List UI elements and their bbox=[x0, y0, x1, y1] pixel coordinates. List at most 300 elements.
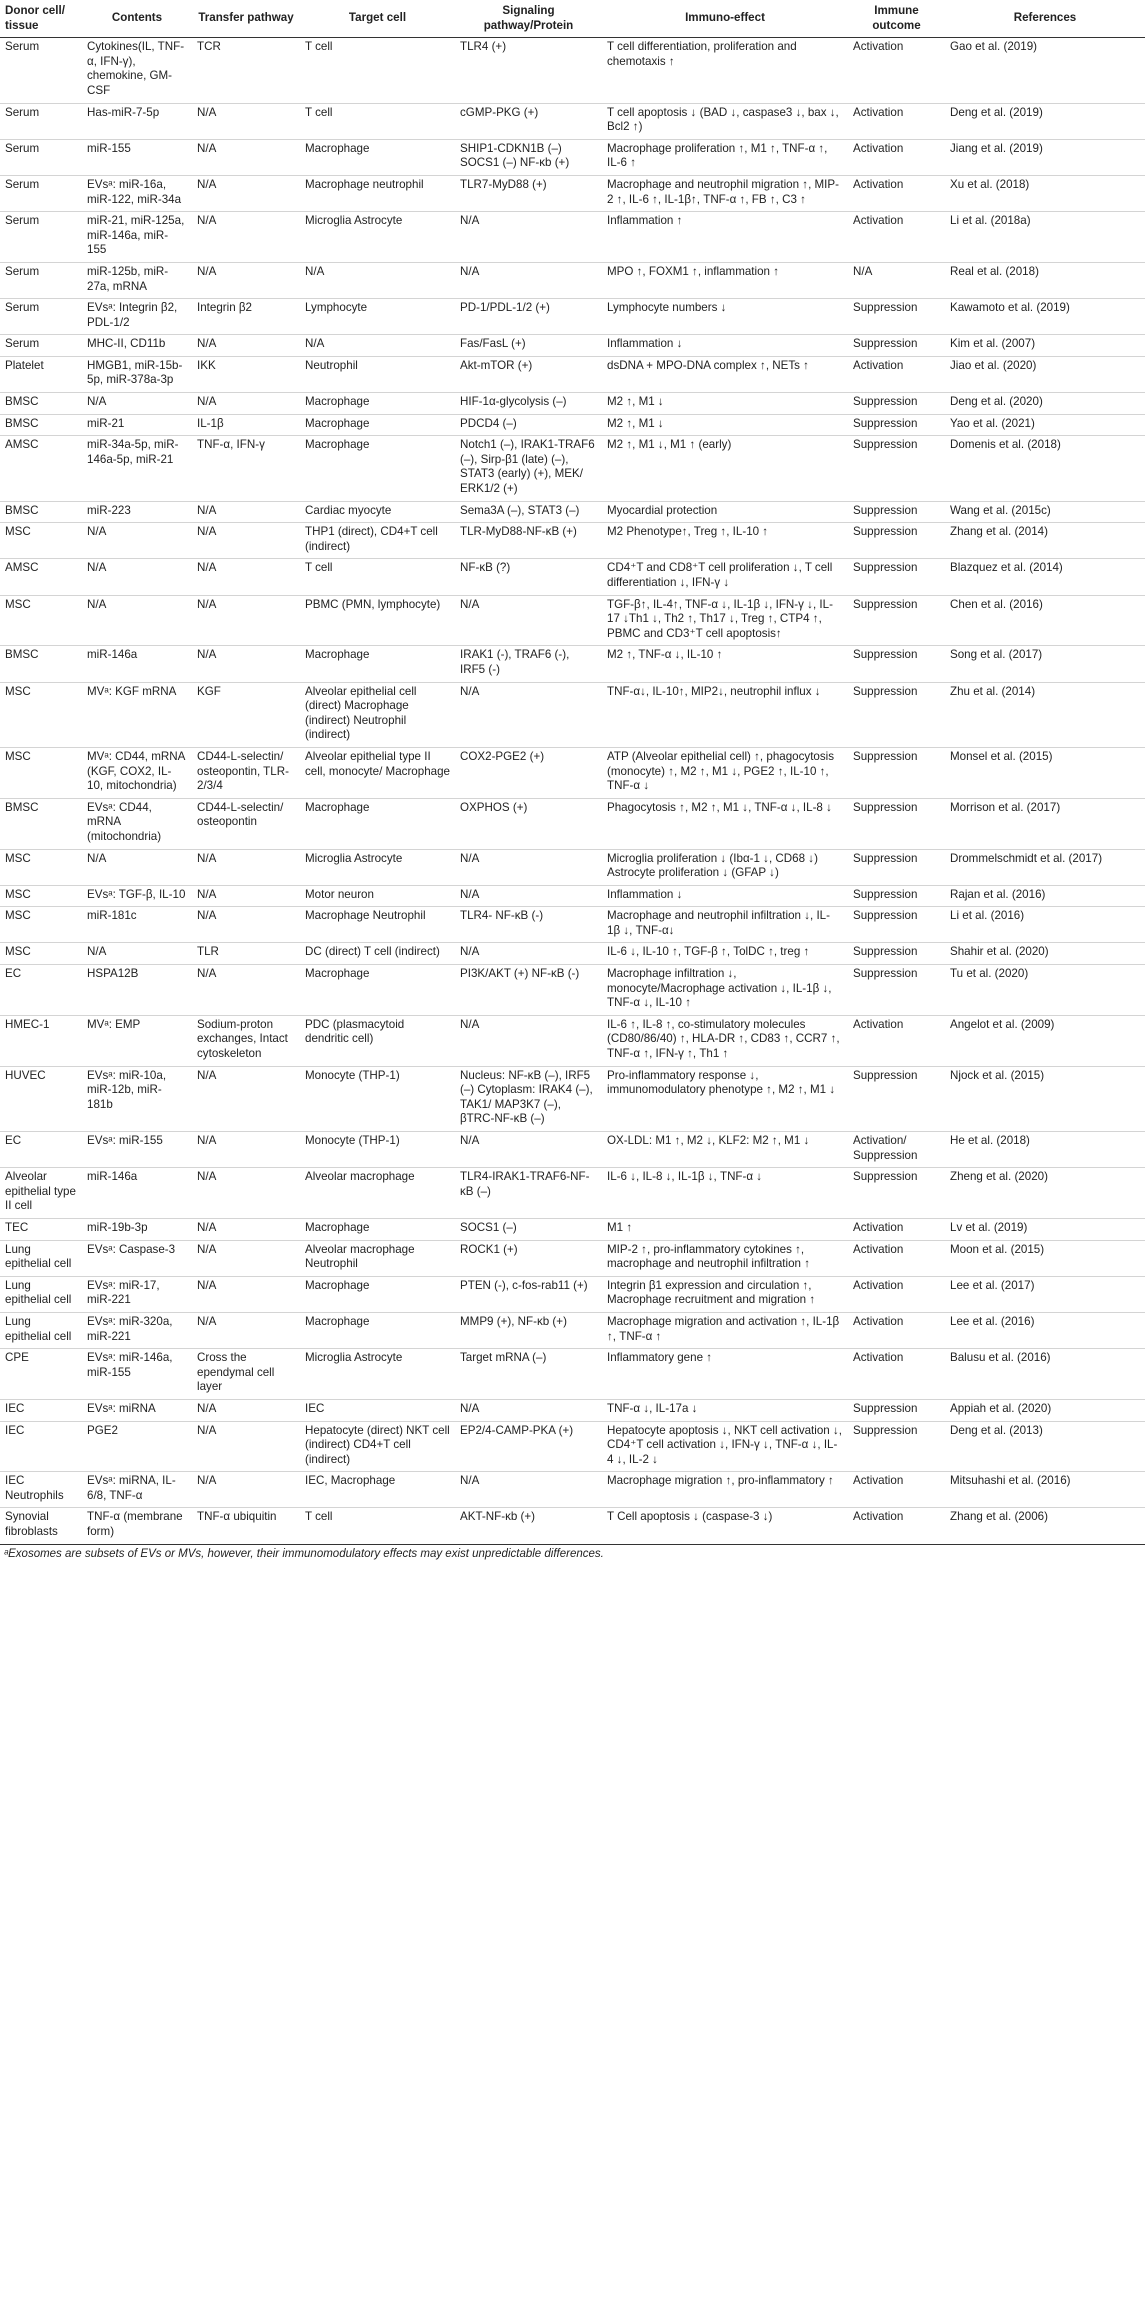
cell-signaling-pathway: TLR4- NF-κB (-) bbox=[455, 907, 602, 943]
cell-immuno-effect: IL-6 ↓, IL-10 ↑, TGF-β ↑, TolDC ↑, treg ↑ bbox=[602, 943, 848, 965]
cell-immune-outcome: Activation/ Suppression bbox=[848, 1132, 945, 1168]
cell-transfer-pathway: N/A bbox=[192, 849, 300, 885]
cell-references: Moon et al. (2015) bbox=[945, 1240, 1145, 1276]
cell-contents: PGE2 bbox=[82, 1421, 192, 1472]
cell-immune-outcome: Suppression bbox=[848, 595, 945, 646]
cell-donor-cell: Platelet bbox=[0, 356, 82, 392]
cell-immuno-effect: Hepatocyte apoptosis ↓, NKT cell activation ↓, CD4⁺T cell activation ↓, IFN-γ ↓, TNF-α ↓, IL-4 ↓, IL-2 ↓ bbox=[602, 1421, 848, 1472]
cell-contents: N/A bbox=[82, 943, 192, 965]
cell-signaling-pathway: TLR-MyD88-NF-κB (+) bbox=[455, 523, 602, 559]
cell-transfer-pathway: N/A bbox=[192, 1276, 300, 1312]
cell-signaling-pathway: SHIP1-CDKN1B (–) SOCS1 (–) NF-κb (+) bbox=[455, 139, 602, 175]
cell-contents: EVsᵃ: miRNA bbox=[82, 1399, 192, 1421]
table-row bbox=[0, 501, 1145, 523]
cell-immuno-effect: M2 ↑, M1 ↓ bbox=[602, 393, 848, 415]
cell-target-cell: THP1 (direct), CD4+T cell (indirect) bbox=[300, 523, 455, 559]
cell-donor-cell: AMSC bbox=[0, 436, 82, 501]
cell-immune-outcome: Activation bbox=[848, 1240, 945, 1276]
cell-donor-cell: Alveolar epithelial type II cell bbox=[0, 1168, 82, 1219]
cell-immune-outcome: Activation bbox=[848, 1276, 945, 1312]
cell-target-cell: Cardiac myocyte bbox=[300, 501, 455, 523]
cell-signaling-pathway: NF-κB (?) bbox=[455, 559, 602, 595]
cell-immune-outcome: Activation bbox=[848, 1218, 945, 1240]
cell-immuno-effect: Microglia proliferation ↓ (Ibα-1 ↓, CD68 ↓) Astrocyte proliferation ↓ (GFAP ↓) bbox=[602, 849, 848, 885]
cell-donor-cell: MSC bbox=[0, 747, 82, 798]
cell-references: Lee et al. (2017) bbox=[945, 1276, 1145, 1312]
cell-immuno-effect: M2 ↑, TNF-α ↓, IL-10 ↑ bbox=[602, 646, 848, 682]
cell-target-cell: Macrophage bbox=[300, 646, 455, 682]
cell-donor-cell: BMSC bbox=[0, 501, 82, 523]
cell-donor-cell: BMSC bbox=[0, 646, 82, 682]
cell-contents: miR-181c bbox=[82, 907, 192, 943]
table-row bbox=[0, 1218, 1145, 1240]
cell-contents: EVsᵃ: miR-155 bbox=[82, 1132, 192, 1168]
cell-transfer-pathway: N/A bbox=[192, 335, 300, 357]
cell-references: Appiah et al. (2020) bbox=[945, 1399, 1145, 1421]
cell-signaling-pathway: N/A bbox=[455, 1399, 602, 1421]
cell-signaling-pathway: PTEN (-), c-fos-rab11 (+) bbox=[455, 1276, 602, 1312]
cell-references: Jiang et al. (2019) bbox=[945, 139, 1145, 175]
cell-contents: MVᵃ: EMP bbox=[82, 1015, 192, 1066]
cell-references: Wang et al. (2015c) bbox=[945, 501, 1145, 523]
cell-donor-cell: BMSC bbox=[0, 393, 82, 415]
cell-signaling-pathway: IRAK1 (-), TRAF6 (-), IRF5 (-) bbox=[455, 646, 602, 682]
cell-target-cell: T cell bbox=[300, 1508, 455, 1544]
cell-references: Lv et al. (2019) bbox=[945, 1218, 1145, 1240]
cell-target-cell: Alveolar macrophage Neutrophil bbox=[300, 1240, 455, 1276]
cell-references: Blazquez et al. (2014) bbox=[945, 559, 1145, 595]
cell-transfer-pathway: N/A bbox=[192, 1168, 300, 1219]
cell-immune-outcome: Suppression bbox=[848, 501, 945, 523]
cell-immuno-effect: M2 ↑, M1 ↓, M1 ↑ (early) bbox=[602, 436, 848, 501]
cell-target-cell: Lymphocyte bbox=[300, 299, 455, 335]
cell-target-cell: Alveolar epithelial cell (direct) Macrophage (indirect) Neutrophil (indirect) bbox=[300, 682, 455, 747]
cell-donor-cell: HMEC-1 bbox=[0, 1015, 82, 1066]
table-row bbox=[0, 682, 1145, 747]
cell-references: Lee et al. (2016) bbox=[945, 1312, 1145, 1348]
cell-immuno-effect: Phagocytosis ↑, M2 ↑, M1 ↓, TNF-α ↓, IL-8 ↓ bbox=[602, 798, 848, 849]
cell-immune-outcome: Suppression bbox=[848, 1421, 945, 1472]
table-row bbox=[0, 907, 1145, 943]
cell-transfer-pathway: N/A bbox=[192, 1399, 300, 1421]
cell-target-cell: Alveolar epithelial type II cell, monocyte/ Macrophage bbox=[300, 747, 455, 798]
cell-target-cell: PDC (plasmacytoid dendritic cell) bbox=[300, 1015, 455, 1066]
cell-donor-cell: MSC bbox=[0, 523, 82, 559]
table-row bbox=[0, 1240, 1145, 1276]
cell-contents: MHC-II, CD11b bbox=[82, 335, 192, 357]
cell-transfer-pathway: CD44-L-selectin/ osteopontin bbox=[192, 798, 300, 849]
table-row bbox=[0, 1132, 1145, 1168]
table-row bbox=[0, 436, 1145, 501]
cell-transfer-pathway: CD44-L-selectin/ osteopontin, TLR-2/3/4 bbox=[192, 747, 300, 798]
cell-signaling-pathway: cGMP-PKG (+) bbox=[455, 103, 602, 139]
cell-immune-outcome: Suppression bbox=[848, 646, 945, 682]
cell-contents: N/A bbox=[82, 595, 192, 646]
cell-immune-outcome: Suppression bbox=[848, 885, 945, 907]
table-row bbox=[0, 1508, 1145, 1544]
cell-immuno-effect: M2 Phenotype↑, Treg ↑, IL-10 ↑ bbox=[602, 523, 848, 559]
cell-references: Li et al. (2016) bbox=[945, 907, 1145, 943]
cell-transfer-pathway: N/A bbox=[192, 1218, 300, 1240]
cell-references: Monsel et al. (2015) bbox=[945, 747, 1145, 798]
cell-contents: MVᵃ: KGF mRNA bbox=[82, 682, 192, 747]
cell-immuno-effect: CD4⁺T and CD8⁺T cell proliferation ↓, T cell differentiation ↓, IFN-γ ↓ bbox=[602, 559, 848, 595]
cell-references: Mitsuhashi et al. (2016) bbox=[945, 1472, 1145, 1508]
header-references: References bbox=[945, 0, 1145, 38]
cell-contents: HMGB1, miR-15b-5p, miR-378a-3p bbox=[82, 356, 192, 392]
cell-donor-cell: MSC bbox=[0, 907, 82, 943]
cell-transfer-pathway: N/A bbox=[192, 646, 300, 682]
cell-transfer-pathway: N/A bbox=[192, 965, 300, 1016]
cell-transfer-pathway: N/A bbox=[192, 212, 300, 263]
cell-signaling-pathway: AKT-NF-κb (+) bbox=[455, 1508, 602, 1544]
table-row bbox=[0, 965, 1145, 1016]
cell-contents: N/A bbox=[82, 559, 192, 595]
cell-signaling-pathway: N/A bbox=[455, 885, 602, 907]
cell-references: Tu et al. (2020) bbox=[945, 965, 1145, 1016]
cell-references: Chen et al. (2016) bbox=[945, 595, 1145, 646]
cell-signaling-pathway: Fas/FasL (+) bbox=[455, 335, 602, 357]
table-row bbox=[0, 335, 1145, 357]
cell-references: Deng et al. (2019) bbox=[945, 103, 1145, 139]
cell-transfer-pathway: Cross the ependymal cell layer bbox=[192, 1349, 300, 1400]
table-row bbox=[0, 299, 1145, 335]
cell-immuno-effect: ATP (Alveolar epithelial cell) ↑, phagocytosis (monocyte) ↑, M2 ↑, M1 ↓, PGE2 ↑, IL-10 ↑, TNF-α ↓ bbox=[602, 747, 848, 798]
cell-target-cell: Macrophage bbox=[300, 1312, 455, 1348]
cell-transfer-pathway: N/A bbox=[192, 393, 300, 415]
cell-donor-cell: Serum bbox=[0, 262, 82, 298]
cell-immune-outcome: Activation bbox=[848, 1472, 945, 1508]
cell-immuno-effect: M1 ↑ bbox=[602, 1218, 848, 1240]
cell-signaling-pathway: Nucleus: NF-κB (–), IRF5 (–) Cytoplasm: IRAK4 (–), TAK1/ MAP3K7 (–), βTRC-NF-κB (–) bbox=[455, 1066, 602, 1131]
cell-donor-cell: MSC bbox=[0, 682, 82, 747]
cell-immuno-effect: Macrophage infiltration ↓, monocyte/Macrophage activation ↓, IL-1β ↓, TNF-α ↓, IL-10 ↑ bbox=[602, 965, 848, 1016]
cell-transfer-pathway: TLR bbox=[192, 943, 300, 965]
cell-immuno-effect: IL-6 ↓, IL-8 ↓, IL-1β ↓, TNF-α ↓ bbox=[602, 1168, 848, 1219]
cell-donor-cell: EC bbox=[0, 1132, 82, 1168]
cell-immuno-effect: Myocardial protection bbox=[602, 501, 848, 523]
cell-donor-cell: EC bbox=[0, 965, 82, 1016]
cell-immune-outcome: Suppression bbox=[848, 559, 945, 595]
cell-references: Kawamoto et al. (2019) bbox=[945, 299, 1145, 335]
table-header bbox=[0, 0, 1145, 38]
cell-donor-cell: AMSC bbox=[0, 559, 82, 595]
cell-references: Zheng et al. (2020) bbox=[945, 1168, 1145, 1219]
cell-immuno-effect: Macrophage and neutrophil infiltration ↓, IL-1β ↓, TNF-α↓ bbox=[602, 907, 848, 943]
cell-contents: miR-19b-3p bbox=[82, 1218, 192, 1240]
table-body bbox=[0, 38, 1145, 1544]
table-row bbox=[0, 1168, 1145, 1219]
cell-donor-cell: Lung epithelial cell bbox=[0, 1240, 82, 1276]
cell-donor-cell: Serum bbox=[0, 139, 82, 175]
cell-immune-outcome: Suppression bbox=[848, 907, 945, 943]
cell-donor-cell: Lung epithelial cell bbox=[0, 1276, 82, 1312]
cell-immuno-effect: Inflammation ↑ bbox=[602, 212, 848, 263]
cell-donor-cell: MSC bbox=[0, 885, 82, 907]
cell-transfer-pathway: N/A bbox=[192, 523, 300, 559]
cell-immune-outcome: Suppression bbox=[848, 523, 945, 559]
table-row bbox=[0, 1015, 1145, 1066]
cell-references: Yao et al. (2021) bbox=[945, 414, 1145, 436]
cell-immuno-effect: TNF-α ↓, IL-17a ↓ bbox=[602, 1399, 848, 1421]
cell-target-cell: Macrophage bbox=[300, 393, 455, 415]
cell-target-cell: Hepatocyte (direct) NKT cell (indirect) CD4+T cell (indirect) bbox=[300, 1421, 455, 1472]
cell-immuno-effect: IL-6 ↑, IL-8 ↑, co-stimulatory molecules (CD80/86/40) ↑, HLA-DR ↑, CD83 ↑, CCR7 ↑, TNF-α ↑, IFN-γ ↑, Th1 ↑ bbox=[602, 1015, 848, 1066]
cell-immuno-effect: T cell differentiation, proliferation and chemotaxis ↑ bbox=[602, 38, 848, 103]
table-row bbox=[0, 1349, 1145, 1400]
cell-signaling-pathway: SOCS1 (–) bbox=[455, 1218, 602, 1240]
cell-transfer-pathway: N/A bbox=[192, 1132, 300, 1168]
header-target-cell: Target cell bbox=[300, 0, 455, 38]
cell-immune-outcome: Suppression bbox=[848, 682, 945, 747]
table-row bbox=[0, 849, 1145, 885]
cell-immune-outcome: Suppression bbox=[848, 299, 945, 335]
table-row bbox=[0, 943, 1145, 965]
cell-contents: EVsᵃ: CD44, mRNA (mitochondria) bbox=[82, 798, 192, 849]
cell-immune-outcome: Activation bbox=[848, 103, 945, 139]
cell-immune-outcome: Activation bbox=[848, 175, 945, 211]
table-row bbox=[0, 212, 1145, 263]
cell-references: Zhu et al. (2014) bbox=[945, 682, 1145, 747]
cell-transfer-pathway: N/A bbox=[192, 907, 300, 943]
cell-donor-cell: HUVEC bbox=[0, 1066, 82, 1131]
cell-transfer-pathway: TCR bbox=[192, 38, 300, 103]
cell-signaling-pathway: PDCD4 (–) bbox=[455, 414, 602, 436]
cell-target-cell: Macrophage Neutrophil bbox=[300, 907, 455, 943]
table-row bbox=[0, 139, 1145, 175]
cell-donor-cell: MSC bbox=[0, 595, 82, 646]
cell-contents: miR-125b, miR-27a, mRNA bbox=[82, 262, 192, 298]
cell-references: Deng et al. (2020) bbox=[945, 393, 1145, 415]
cell-transfer-pathway: N/A bbox=[192, 1421, 300, 1472]
cell-references: Song et al. (2017) bbox=[945, 646, 1145, 682]
table-row bbox=[0, 1421, 1145, 1472]
cell-target-cell: N/A bbox=[300, 262, 455, 298]
cell-target-cell: Macrophage bbox=[300, 1218, 455, 1240]
header-immuno-effect: Immuno-effect bbox=[602, 0, 848, 38]
header-contents: Contents bbox=[82, 0, 192, 38]
cell-transfer-pathway: N/A bbox=[192, 1312, 300, 1348]
cell-signaling-pathway: Sema3A (–), STAT3 (–) bbox=[455, 501, 602, 523]
table-row bbox=[0, 646, 1145, 682]
cell-signaling-pathway: ROCK1 (+) bbox=[455, 1240, 602, 1276]
cell-transfer-pathway: N/A bbox=[192, 1240, 300, 1276]
cell-references: Li et al. (2018a) bbox=[945, 212, 1145, 263]
cell-contents: MVᵃ: CD44, mRNA (KGF, COX2, IL-10, mitochondria) bbox=[82, 747, 192, 798]
cell-contents: EVsᵃ: miR-10a, miR-12b, miR-181b bbox=[82, 1066, 192, 1131]
cell-donor-cell: Serum bbox=[0, 299, 82, 335]
cell-transfer-pathway: N/A bbox=[192, 1066, 300, 1131]
table-row bbox=[0, 414, 1145, 436]
cell-immuno-effect: M2 ↑, M1 ↓ bbox=[602, 414, 848, 436]
cell-immuno-effect: T cell apoptosis ↓ (BAD ↓, caspase3 ↓, bax ↓, Bcl2 ↑) bbox=[602, 103, 848, 139]
cell-target-cell: T cell bbox=[300, 103, 455, 139]
cell-target-cell: Alveolar macrophage bbox=[300, 1168, 455, 1219]
cell-donor-cell: Serum bbox=[0, 38, 82, 103]
cell-immune-outcome: Activation bbox=[848, 139, 945, 175]
table-row bbox=[0, 559, 1145, 595]
cell-signaling-pathway: N/A bbox=[455, 1132, 602, 1168]
cell-contents: EVsᵃ: Integrin β2, PDL-1/2 bbox=[82, 299, 192, 335]
cell-contents: EVsᵃ: miR-320a, miR-221 bbox=[82, 1312, 192, 1348]
table-row bbox=[0, 595, 1145, 646]
cell-immuno-effect: MIP-2 ↑, pro-inflammatory cytokines ↑, macrophage and neutrophil infiltration ↑ bbox=[602, 1240, 848, 1276]
cell-target-cell: PBMC (PMN, lymphocyte) bbox=[300, 595, 455, 646]
table-row bbox=[0, 262, 1145, 298]
cell-transfer-pathway: N/A bbox=[192, 139, 300, 175]
cell-references: Drommelschmidt et al. (2017) bbox=[945, 849, 1145, 885]
cell-references: Jiao et al. (2020) bbox=[945, 356, 1145, 392]
cell-references: Deng et al. (2013) bbox=[945, 1421, 1145, 1472]
cell-immuno-effect: Inflammation ↓ bbox=[602, 885, 848, 907]
cell-signaling-pathway: N/A bbox=[455, 1015, 602, 1066]
cell-contents: EVsᵃ: miRNA, IL-6/8, TNF-α bbox=[82, 1472, 192, 1508]
cell-donor-cell: TEC bbox=[0, 1218, 82, 1240]
cell-target-cell: DC (direct) T cell (indirect) bbox=[300, 943, 455, 965]
table-row bbox=[0, 885, 1145, 907]
table-row bbox=[0, 523, 1145, 559]
table-row bbox=[0, 798, 1145, 849]
table-row bbox=[0, 1472, 1145, 1508]
cell-signaling-pathway: PD-1/PDL-1/2 (+) bbox=[455, 299, 602, 335]
cell-signaling-pathway: Target mRNA (–) bbox=[455, 1349, 602, 1400]
cell-signaling-pathway: Akt-mTOR (+) bbox=[455, 356, 602, 392]
cell-transfer-pathway: TNF-α ubiquitin bbox=[192, 1508, 300, 1544]
cell-target-cell: Macrophage bbox=[300, 1276, 455, 1312]
header-transfer-pathway: Transfer pathway bbox=[192, 0, 300, 38]
table-row bbox=[0, 1066, 1145, 1131]
cell-donor-cell: Serum bbox=[0, 103, 82, 139]
cell-contents: miR-146a bbox=[82, 1168, 192, 1219]
cell-references: Kim et al. (2007) bbox=[945, 335, 1145, 357]
cell-signaling-pathway: PI3K/AKT (+) NF-κB (-) bbox=[455, 965, 602, 1016]
cell-signaling-pathway: N/A bbox=[455, 1472, 602, 1508]
cell-donor-cell: MSC bbox=[0, 849, 82, 885]
cell-signaling-pathway: HIF-1α-glycolysis (–) bbox=[455, 393, 602, 415]
cell-donor-cell: Synovial fibroblasts bbox=[0, 1508, 82, 1544]
cell-target-cell: Macrophage bbox=[300, 798, 455, 849]
cell-immune-outcome: Suppression bbox=[848, 798, 945, 849]
cell-contents: miR-21, miR-125a, miR-146a, miR-155 bbox=[82, 212, 192, 263]
cell-immune-outcome: Suppression bbox=[848, 335, 945, 357]
cell-immune-outcome: Suppression bbox=[848, 414, 945, 436]
cell-contents: miR-21 bbox=[82, 414, 192, 436]
cell-donor-cell: IEC bbox=[0, 1399, 82, 1421]
table-row bbox=[0, 175, 1145, 211]
cell-transfer-pathway: N/A bbox=[192, 501, 300, 523]
cell-target-cell: Microglia Astrocyte bbox=[300, 849, 455, 885]
cell-target-cell: Microglia Astrocyte bbox=[300, 212, 455, 263]
cell-target-cell: Motor neuron bbox=[300, 885, 455, 907]
cell-immuno-effect: MPO ↑, FOXM1 ↑, inflammation ↑ bbox=[602, 262, 848, 298]
cell-target-cell: Macrophage bbox=[300, 414, 455, 436]
cell-immuno-effect: Macrophage proliferation ↑, M1 ↑, TNF-α ↑, IL-6 ↑ bbox=[602, 139, 848, 175]
cell-contents: Cytokines(IL, TNF-α, IFN-γ), chemokine, GM-CSF bbox=[82, 38, 192, 103]
cell-transfer-pathway: KGF bbox=[192, 682, 300, 747]
header-donor-cell: Donor cell/ tissue bbox=[0, 0, 82, 38]
cell-contents: Has-miR-7-5p bbox=[82, 103, 192, 139]
cell-target-cell: Macrophage bbox=[300, 965, 455, 1016]
cell-transfer-pathway: TNF-α, IFN-γ bbox=[192, 436, 300, 501]
cell-immuno-effect: Pro-inflammatory response ↓, immunomodulatory phenotype ↑, M2 ↑, M1 ↓ bbox=[602, 1066, 848, 1131]
cell-transfer-pathway: Integrin β2 bbox=[192, 299, 300, 335]
cell-target-cell: IEC, Macrophage bbox=[300, 1472, 455, 1508]
cell-contents: EVsᵃ: miR-17, miR-221 bbox=[82, 1276, 192, 1312]
cell-contents: EVsᵃ: TGF-β, IL-10 bbox=[82, 885, 192, 907]
cell-immuno-effect: TNF-α↓, IL-10↑, MIP2↓, neutrophil influx ↓ bbox=[602, 682, 848, 747]
cell-transfer-pathway: N/A bbox=[192, 175, 300, 211]
cell-target-cell: Monocyte (THP-1) bbox=[300, 1066, 455, 1131]
cell-immune-outcome: Activation bbox=[848, 356, 945, 392]
header-signaling-pathway: Signaling pathway/Protein bbox=[455, 0, 602, 38]
cell-contents: N/A bbox=[82, 523, 192, 559]
cell-immuno-effect: Inflammation ↓ bbox=[602, 335, 848, 357]
cell-contents: miR-34a-5p, miR-146a-5p, miR-21 bbox=[82, 436, 192, 501]
cell-contents: EVsᵃ: miR-146a, miR-155 bbox=[82, 1349, 192, 1400]
cell-signaling-pathway: OXPHOS (+) bbox=[455, 798, 602, 849]
cell-signaling-pathway: MMP9 (+), NF-κb (+) bbox=[455, 1312, 602, 1348]
cell-contents: miR-223 bbox=[82, 501, 192, 523]
cell-immune-outcome: Activation bbox=[848, 1312, 945, 1348]
cell-immune-outcome: Activation bbox=[848, 38, 945, 103]
cell-signaling-pathway: N/A bbox=[455, 212, 602, 263]
cell-references: Gao et al. (2019) bbox=[945, 38, 1145, 103]
cell-donor-cell: Serum bbox=[0, 335, 82, 357]
cell-immuno-effect: TGF-β↑, IL-4↑, TNF-α ↓, IL-1β ↓, IFN-γ ↓, IL-17 ↓Th1 ↓, Th2 ↑, Th17 ↓, Treg ↑, CTP4 ↑, PBMC and CD3⁺T cell apoptosis↑ bbox=[602, 595, 848, 646]
cell-signaling-pathway: TLR7-MyD88 (+) bbox=[455, 175, 602, 211]
cell-donor-cell: Lung epithelial cell bbox=[0, 1312, 82, 1348]
cell-target-cell: Monocyte (THP-1) bbox=[300, 1132, 455, 1168]
cell-immune-outcome: N/A bbox=[848, 262, 945, 298]
cell-immuno-effect: Macrophage and neutrophil migration ↑, MIP-2 ↑, IL-6 ↑, IL-1β↑, TNF-α ↑, FB ↑, C3 ↑ bbox=[602, 175, 848, 211]
cell-signaling-pathway: COX2-PGE2 (+) bbox=[455, 747, 602, 798]
cell-transfer-pathway: N/A bbox=[192, 595, 300, 646]
cell-target-cell: Neutrophil bbox=[300, 356, 455, 392]
cell-immune-outcome: Suppression bbox=[848, 1066, 945, 1131]
cell-references: Domenis et al. (2018) bbox=[945, 436, 1145, 501]
cell-immune-outcome: Activation bbox=[848, 1349, 945, 1400]
cell-donor-cell: BMSC bbox=[0, 798, 82, 849]
cell-signaling-pathway: N/A bbox=[455, 262, 602, 298]
cell-references: Balusu et al. (2016) bbox=[945, 1349, 1145, 1400]
cell-target-cell: Macrophage bbox=[300, 139, 455, 175]
cell-immune-outcome: Suppression bbox=[848, 436, 945, 501]
cell-transfer-pathway: IKK bbox=[192, 356, 300, 392]
cell-transfer-pathway: N/A bbox=[192, 103, 300, 139]
cell-target-cell: IEC bbox=[300, 1399, 455, 1421]
cell-references: Shahir et al. (2020) bbox=[945, 943, 1145, 965]
cell-contents: miR-155 bbox=[82, 139, 192, 175]
cell-immuno-effect: T Cell apoptosis ↓ (caspase-3 ↓) bbox=[602, 1508, 848, 1544]
cell-immune-outcome: Activation bbox=[848, 212, 945, 263]
cell-signaling-pathway: N/A bbox=[455, 595, 602, 646]
cell-contents: TNF-α (membrane form) bbox=[82, 1508, 192, 1544]
cell-signaling-pathway: N/A bbox=[455, 943, 602, 965]
cell-references: Zhang et al. (2014) bbox=[945, 523, 1145, 559]
cell-signaling-pathway: TLR4 (+) bbox=[455, 38, 602, 103]
cell-references: Zhang et al. (2006) bbox=[945, 1508, 1145, 1544]
cell-references: Xu et al. (2018) bbox=[945, 175, 1145, 211]
cell-immune-outcome: Suppression bbox=[848, 393, 945, 415]
cell-immune-outcome: Activation bbox=[848, 1015, 945, 1066]
table-row bbox=[0, 103, 1145, 139]
cell-immuno-effect: Macrophage migration and activation ↑, IL-1β ↑, TNF-α ↑ bbox=[602, 1312, 848, 1348]
cell-transfer-pathway: N/A bbox=[192, 559, 300, 595]
cell-transfer-pathway: Sodium-proton exchanges, Intact cytoskeleton bbox=[192, 1015, 300, 1066]
cell-immune-outcome: Suppression bbox=[848, 943, 945, 965]
cell-target-cell: T cell bbox=[300, 559, 455, 595]
cell-donor-cell: CPE bbox=[0, 1349, 82, 1400]
